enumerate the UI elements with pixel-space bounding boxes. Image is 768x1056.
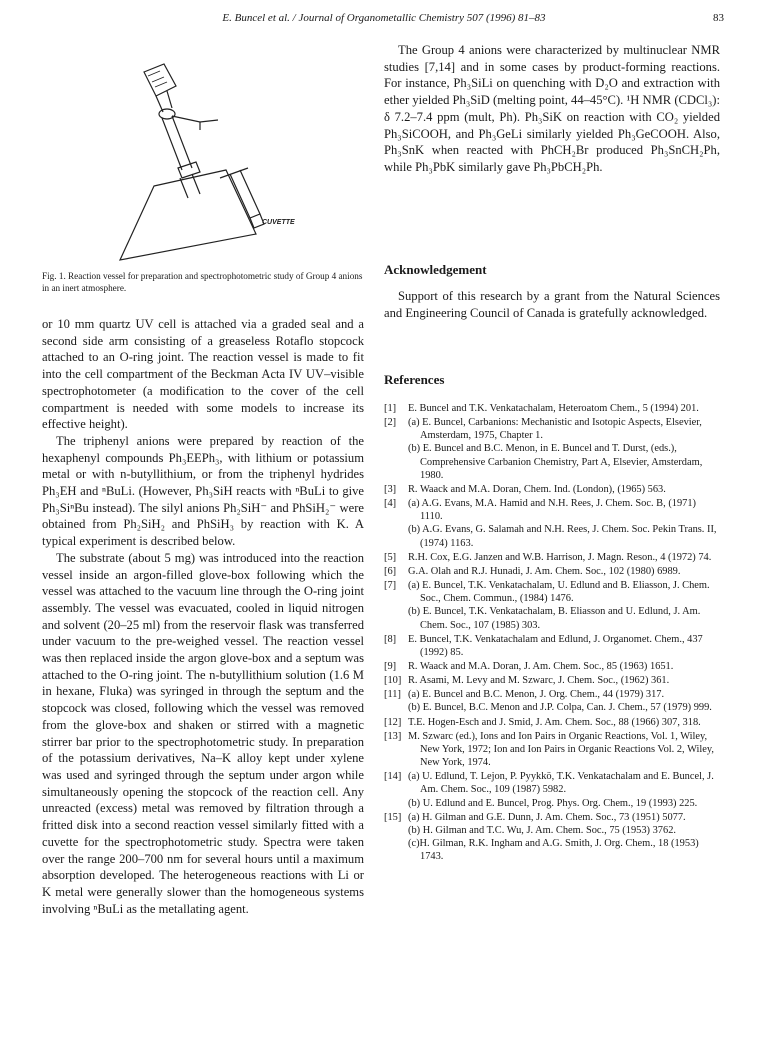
page-number: 83 xyxy=(713,12,724,24)
reference-text xyxy=(408,688,720,714)
reference-item xyxy=(384,770,720,809)
acknowledgement-section xyxy=(384,262,720,321)
left-paragraph-1: or 10 mm quartz UV cell is attached via a graded seal and a second side arm consisting of a greaseless Rotaflo stopcock attached to an O-ring joint. The reaction vessel is made to fit into the cell compartment of the Beckman Acta IV UV–visible spectrophotometer (a modification to the cover of the cell compartment is needed with some models to increase its effective height). xyxy=(42,317,364,432)
right-column xyxy=(384,42,720,176)
reference-part: (a) E. Buncel, Carbanions: Mechanistic and Isotopic Aspects, Elsevier, Amsterdam, 1975, Chapter 1. xyxy=(408,417,702,442)
reference-item xyxy=(384,402,720,415)
reference-item xyxy=(384,730,720,769)
reference-item xyxy=(384,483,720,496)
reference-part: R.H. Cox, E.G. Janzen and W.B. Harrison, J. Magn. Reson., 4 (1972) 74. xyxy=(408,551,712,563)
reference-part: (c)H. Gilman, R.K. Ingham and A.G. Smith, J. Org. Chem., 18 (1953) 1743. xyxy=(408,838,699,863)
acknowledgement-text: Support of this research by a grant from the Natural Sciences and Engineering Council of Canada is gratefully acknowledged. xyxy=(384,289,720,320)
reference-item xyxy=(384,416,720,482)
reference-item xyxy=(384,579,720,632)
reference-text xyxy=(408,551,720,564)
reference-text xyxy=(408,483,720,496)
reference-number: [9] xyxy=(384,660,397,672)
reference-text xyxy=(408,497,720,550)
reference-number: [2] xyxy=(384,417,397,429)
reference-text xyxy=(408,716,720,729)
reference-item xyxy=(384,716,720,729)
reference-part: E. Buncel and T.K. Venkatachalam, Heteroatom Chem., 5 (1994) 201. xyxy=(408,403,699,414)
reference-part: R. Asami, M. Levy and M. Szwarc, J. Chem. Soc., (1962) 361. xyxy=(408,675,670,687)
reference-part: M. Szwarc (ed.), Ions and Ion Pairs in Organic Reactions, Vol. 1, Wiley, New York, 1972; Ion and Ion Pairs in Organic Reactions Vol. 2, Wiley, New York, 1974. xyxy=(408,730,714,769)
running-title: E. Buncel et al. / Journal of Organometallic Chemistry 507 (1996) 81–83 xyxy=(222,12,546,24)
reference-number: [10] xyxy=(384,675,402,687)
reference-part: (b) E. Buncel and B.C. Menon, in E. Buncel and T. Durst, (eds.), Comprehensive Carbanion Chemistry, Part A, Elsevier, Amsterdam, 1980. xyxy=(408,443,703,481)
reference-part: E. Buncel, T.K. Venkatachalam and Edlund, J. Organomet. Chem., 437 (1992) 85. xyxy=(408,633,703,658)
reference-part: (a) E. Buncel, T.K. Venkatachalam, U. Edlund and B. Eliasson, J. Chem. Soc., Chem. Commun., (1984) 1476. xyxy=(408,580,710,605)
reference-text xyxy=(408,565,720,578)
reference-item xyxy=(384,660,720,673)
reference-list xyxy=(384,402,720,863)
reference-part: T.E. Hogen-Esch and J. Smid, J. Am. Chem. Soc., 88 (1966) 307, 318. xyxy=(408,716,701,728)
reference-number: [13] xyxy=(384,730,402,742)
reference-text xyxy=(408,416,720,482)
left-paragraph-3: The substrate (about 5 mg) was introduced into the reaction vessel inside an argon-filled glove-box following which the vessel was attached to the vacuum line through the O-ring joint assembly. The vessel was evacuated, cooled in liquid nitrogen and solvent (20–25 ml) from the reservoir flask was transferred under vacuum to the pre-weighed vessel. The reaction vessel was then replaced inside the argon glove-box and a septum was attached to the O-ring joint. The n-butyllithium solution (1.6 M in hexane, Fluka) was syringed in through the septum and the stopcock was closed, following which the vessel was removed from the glove-box and shaken or stirred with a magnetic stirrer bar prior to the spectrophotometric study. In preparation of the potassium derivatives, Na–K alloy kept under xylene was used and syringed through the septum under argon while simultaneously opening the stopcock of the reaction cell. Any unreacted (excess) metal was removed by filtration through a fritted disk into a second reaction vessel similarly fitted with a cuvette for the spectrophotometric study. Spectra were taken over the range 200–700 nm for several hours until a maximum absorption developed. The heterogeneous reactions with Li or K metal were generally slower than the homogeneous systems involving ⁿBuLi as the metallating agent. xyxy=(42,550,364,916)
reference-item xyxy=(384,497,720,550)
reference-part: G.A. Olah and R.J. Hunadi, J. Am. Chem. Soc., 102 (1980) 6989. xyxy=(408,565,681,577)
reference-item xyxy=(384,688,720,714)
reference-number: [8] xyxy=(384,633,397,645)
reference-part: (b) U. Edlund and E. Buncel, Prog. Phys. Org. Chem., 19 (1993) 225. xyxy=(408,797,698,809)
reference-text xyxy=(408,770,720,809)
reference-number: [6] xyxy=(384,565,397,577)
reference-item xyxy=(384,633,720,659)
right-paragraph-1: The Group 4 anions were characterized by multinuclear NMR studies [7,14] and in some cases by product-forming reactions. For instance, Ph₃SiLi on quenching with D₂O and extraction with ether yielded Ph₃SiD (melting point, 44–45°C). ¹H NMR (CDCl₃): δ 7.2–7.4 ppm (mult, Ph). Ph₃SiK on reaction with CO₂ yielded Ph₃SiCOOH, and Ph₃GeLi similarly yielded Ph₃GeCOOH. Also, Ph₃SnK when reacted with PhCH₂Br produced Ph₃SnCH₂Ph, while Ph₃PbK similarly gave Ph₃PbCH₂Ph. xyxy=(384,43,720,174)
reference-text xyxy=(408,633,720,659)
reference-item xyxy=(384,565,720,578)
reference-item xyxy=(384,674,720,687)
references-heading: References xyxy=(384,372,445,387)
cuvette-label: CUVETTE xyxy=(262,219,295,226)
reference-item xyxy=(384,811,720,864)
left-column xyxy=(42,316,364,917)
reference-part: R. Waack and M.A. Doran, Chem. Ind. (London), (1965) 563. xyxy=(408,483,666,495)
reference-number: [12] xyxy=(384,716,402,728)
reference-part: R. Waack and M.A. Doran, J. Am. Chem. Soc., 85 (1963) 1651. xyxy=(408,660,674,672)
reference-text xyxy=(408,730,720,769)
reaction-vessel-figure xyxy=(100,58,320,268)
reference-number: [5] xyxy=(384,551,397,563)
reference-number: [1] xyxy=(384,403,397,414)
running-header xyxy=(44,10,724,28)
reference-text xyxy=(408,811,720,864)
reference-part: (b) E. Buncel, B.C. Menon and J.P. Colpa, Can. J. Chem., 57 (1979) 999. xyxy=(408,702,712,714)
reference-number: [3] xyxy=(384,483,397,495)
acknowledgement-heading: Acknowledgement xyxy=(384,262,487,277)
reaction-vessel-drawing xyxy=(100,58,320,268)
reference-text xyxy=(408,674,720,687)
reference-number: [7] xyxy=(384,580,397,592)
reference-part: (a) A.G. Evans, M.A. Hamid and N.H. Rees, J. Chem. Soc. B, (1971) 1110. xyxy=(408,498,697,523)
reference-part: (b) E. Buncel, T.K. Venkatachalam, B. Eliasson and U. Edlund, J. Am. Chem. Soc., 107 (1985) 303. xyxy=(408,606,701,631)
reference-text xyxy=(408,660,720,673)
reference-part: (b) H. Gilman and T.C. Wu, J. Am. Chem. Soc., 75 (1953) 3762. xyxy=(408,824,676,836)
references-section xyxy=(384,372,720,864)
reference-part: (a) E. Buncel and B.C. Menon, J. Org. Chem., 44 (1979) 317. xyxy=(408,689,665,701)
reference-item xyxy=(384,551,720,564)
reference-number: [11] xyxy=(384,689,401,701)
reference-number: [4] xyxy=(384,498,397,510)
reference-text xyxy=(408,402,720,415)
figure-caption: Fig. 1. Reaction vessel for preparation and spectrophotometric study of Group 4 anions in an inert atmosphere. xyxy=(42,271,363,293)
reference-part: (a) U. Edlund, T. Lejon, P. Pyykkö, T.K. Venkatachalam and E. Buncel, J. Am. Chem. Soc., 109 (1987) 5982. xyxy=(408,771,714,796)
reference-part: (a) H. Gilman and G.E. Dunn, J. Am. Chem. Soc., 73 (1951) 5077. xyxy=(408,811,686,823)
reference-part: (b) A.G. Evans, G. Salamah and N.H. Rees, J. Chem. Soc. Pekin Trans. II, (1974) 1163. xyxy=(408,524,717,549)
reference-text xyxy=(408,579,720,632)
reference-number: [14] xyxy=(384,771,402,783)
left-paragraph-2: The triphenyl anions were prepared by reaction of the hexaphenyl compounds Ph₃EEPh₃, with lithium or potassium metal or with n-butyllithium, or from the triphenyl hydrides Ph₃EH and ⁿBuLi. (However, Ph₃SiH reacts with ⁿBuLi to give Ph₃SiⁿBu instead). The silyl anions Ph₂SiH⁻ and PhSiH₂⁻ were obtained from Ph₂SiH₂ and PhSiH₃ by reaction with K. A typical experiment is described below. xyxy=(42,433,364,549)
reference-number: [15] xyxy=(384,811,402,823)
